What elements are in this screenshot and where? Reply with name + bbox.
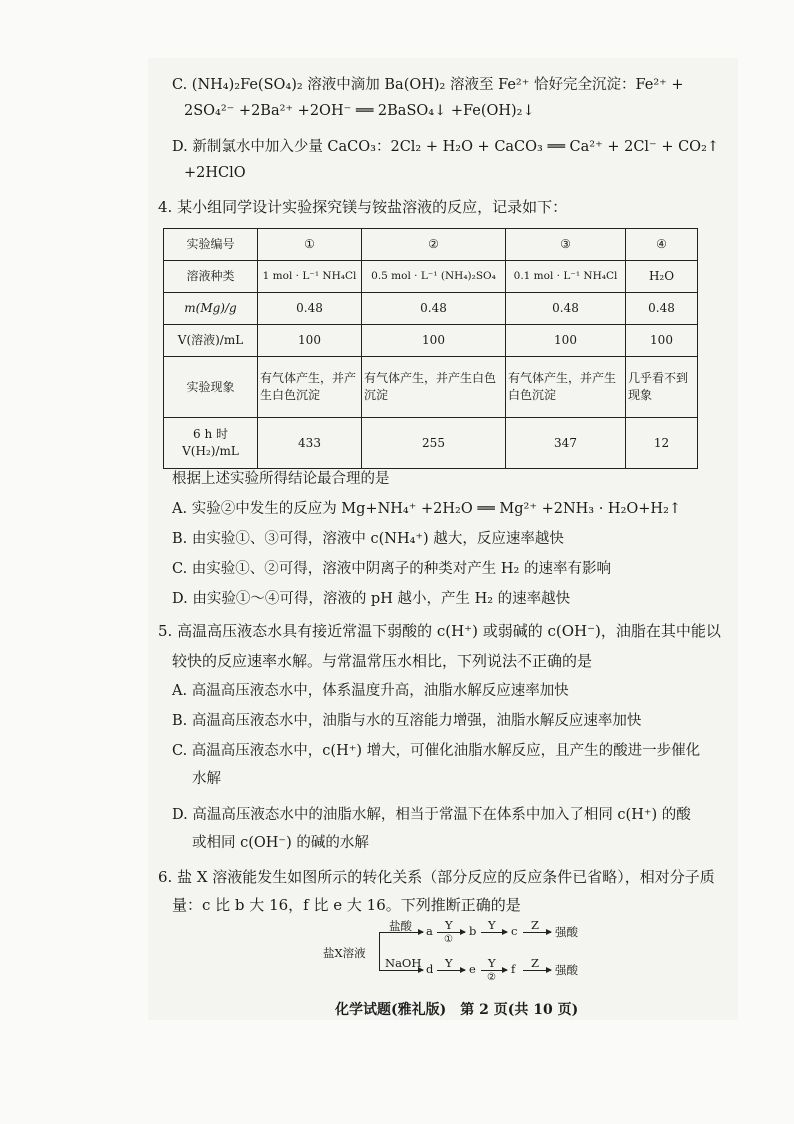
- table-row: [164, 229, 698, 261]
- substance-d: d: [426, 962, 434, 976]
- experiment-table: [163, 228, 698, 469]
- question-5-option-c-line2: 水解: [192, 771, 221, 787]
- table-cell: 有气体产生，并产生白色沉淀: [506, 357, 626, 418]
- transformation-diagram: [315, 918, 615, 986]
- table-cell: ②: [362, 229, 506, 261]
- arrow-y: [437, 970, 465, 971]
- reagent-label: Z: [531, 956, 539, 970]
- product-label: 强酸: [555, 963, 578, 977]
- question-5-option-d-line1: D. 高温高压液态水中的油脂水解，相当于常温下在体系中加入了相同 c(H⁺) 的酸: [172, 807, 691, 823]
- table-cell: 100: [258, 325, 362, 357]
- reagent-label: Z: [531, 918, 539, 932]
- table-cell: 0.48: [258, 293, 362, 325]
- table-cell: 347: [506, 418, 626, 469]
- option-d-line2: +2HClO: [184, 165, 246, 181]
- question-5-option-d-line2: 或相同 c(OH⁻) 的碱的水解: [192, 835, 369, 851]
- table-cell: 有气体产生，并产生白色沉淀: [258, 357, 362, 418]
- question-4-stem: 4. 某小组同学设计实验探究镁与铵盐溶液的反应，记录如下：: [158, 198, 568, 216]
- table-cell: 0.1 mol · L⁻¹ NH₄Cl: [506, 261, 626, 293]
- row-label: 实验编号: [164, 229, 258, 261]
- table-cell: 100: [626, 325, 698, 357]
- reagent-label: 盐酸: [389, 919, 412, 933]
- product-label: 强酸: [555, 925, 578, 939]
- table-row: [164, 418, 698, 469]
- table-cell: 433: [258, 418, 362, 469]
- row-label: m(Mg)/g: [164, 293, 258, 325]
- arrow-naoh: [379, 970, 423, 971]
- question-4-option-b: B. 由实验①、③可得，溶液中 c(NH₄⁺) 越大，反应速率越快: [172, 531, 564, 547]
- table-cell: 100: [506, 325, 626, 357]
- question-4-option-c: C. 由实验①、②可得，溶液中阴离子的种类对产生 H₂ 的速率有影响: [172, 561, 611, 577]
- table-cell: 12: [626, 418, 698, 469]
- arrow-y: [437, 932, 465, 933]
- question-5-stem-line1: 5. 高温高压液态水具有接近常温下弱酸的 c(H⁺) 或弱碱的 c(OH⁻)，油脂在其中能以: [158, 622, 721, 640]
- question-5-stem-line2: 较快的反应速率水解。与常温常压水相比，下列说法不正确的是: [172, 652, 593, 670]
- table-cell: 0.5 mol · L⁻¹ (NH₄)₂SO₄: [362, 261, 506, 293]
- reagent-label: NaOH: [385, 956, 422, 970]
- table-cell: 1 mol · L⁻¹ NH₄Cl: [258, 261, 362, 293]
- reagent-label: Y: [445, 956, 453, 970]
- question-4-option-a: A. 实验②中发生的反应为 Mg+NH₄⁺ +2H₂O ══ Mg²⁺ +2NH₃ · H₂O+H₂↑: [172, 501, 682, 517]
- step-number: ②: [487, 972, 496, 983]
- table-cell: 0.48: [506, 293, 626, 325]
- arrow-z: [523, 932, 551, 933]
- arrow-z: [523, 970, 551, 971]
- table-cell: 0.48: [362, 293, 506, 325]
- substance-b: b: [469, 924, 477, 938]
- question-5-option-a: A. 高温高压液态水中，体系温度升高，油脂水解反应速率加快: [172, 683, 569, 699]
- table-cell: H₂O: [626, 261, 698, 293]
- page-footer: 化学试题(雅礼版) 第 2 页(共 10 页): [335, 1002, 579, 1018]
- table-row: [164, 325, 698, 357]
- reagent-label: Y: [488, 956, 496, 970]
- table-cell: 几乎看不到现象: [626, 357, 698, 418]
- question-4-option-d: D. 由实验①～④可得，溶液的 pH 越小，产生 H₂ 的速率越快: [172, 591, 571, 607]
- table-cell: 255: [362, 418, 506, 469]
- reagent-label: Y: [488, 918, 496, 932]
- row-label: 溶液种类: [164, 261, 258, 293]
- question-5-option-b: B. 高温高压液态水中，油脂与水的互溶能力增强，油脂水解反应速率加快: [172, 713, 642, 729]
- substance-f: f: [511, 962, 516, 976]
- table-row: [164, 357, 698, 418]
- substance-a: a: [426, 924, 433, 938]
- substance-e: e: [469, 962, 476, 976]
- table-cell: 100: [362, 325, 506, 357]
- option-d-line1: D. 新制氯水中加入少量 CaCO₃：2Cl₂ + H₂O + CaCO₃ ══ Ca²⁺ + 2Cl⁻ + CO₂↑: [172, 139, 720, 155]
- row-label: 6 h 时 V(H₂)/mL: [164, 418, 258, 469]
- table-row: [164, 261, 698, 293]
- start-substance: 盐X溶液: [323, 946, 366, 960]
- step-number: ①: [444, 934, 453, 945]
- question-6-stem-line2: 量：c 比 b 大 16，f 比 e 大 16。下列推断正确的是: [172, 896, 521, 914]
- reagent-label: Y: [445, 918, 453, 932]
- option-c-line2: 2SO₄²⁻ +2Ba²⁺ +2OH⁻ ══ 2BaSO₄↓ +Fe(OH)₂↓: [184, 103, 535, 119]
- arrow-y: [481, 970, 507, 971]
- question-6-stem-line1: 6. 盐 X 溶液能发生如图所示的转化关系（部分反应的反应条件已省略），相对分子质: [158, 868, 715, 886]
- row-label: 实验现象: [164, 357, 258, 418]
- substance-c: c: [511, 924, 518, 938]
- option-c-line1: C. (NH₄)₂Fe(SO₄)₂ 溶液中滴加 Ba(OH)₂ 溶液至 Fe²⁺ 恰好完全沉淀：Fe²⁺ +: [172, 77, 684, 93]
- question-4-prompt: 根据上述实验所得结论最合理的是: [172, 471, 390, 487]
- branch-connector: [379, 932, 380, 970]
- table-cell: ①: [258, 229, 362, 261]
- table-cell: ③: [506, 229, 626, 261]
- table-cell: 0.48: [626, 293, 698, 325]
- row-label: V(溶液)/mL: [164, 325, 258, 357]
- question-5-option-c-line1: C. 高温高压液态水中，c(H⁺) 增大，可催化油脂水解反应，且产生的酸进一步催化: [172, 743, 701, 759]
- table-cell: ④: [626, 229, 698, 261]
- table-cell: 有气体产生，并产生白色沉淀: [362, 357, 506, 418]
- arrow-y: [481, 932, 507, 933]
- table-row: [164, 293, 698, 325]
